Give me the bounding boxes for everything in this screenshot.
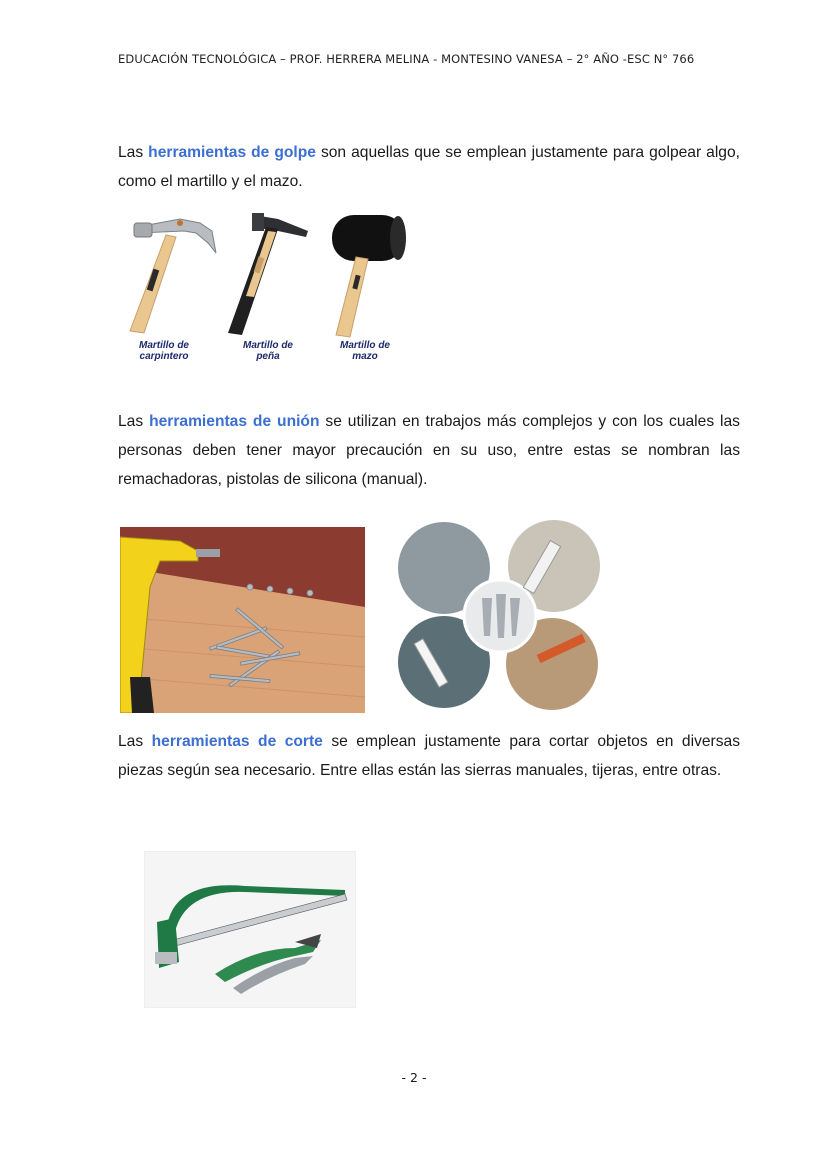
para-lead: Las [118,733,152,750]
caption-line: Martillo de [339,340,391,351]
saw-shears-image [144,851,356,1008]
riveter-image [120,527,365,713]
caption-line: Martillo de [242,340,294,351]
para-lead: Las [118,413,150,430]
para-rest: se utilizan en trabajos más complejos y con los cuales las personas deben tener mayor precaución en su uso, entre estas se nombran las remachadoras, pistolas de silicona (manual). [118,413,740,488]
page-header: EDUCACIÓN TECNOLÓGICA – PROF. HERRERA MELINA - MONTESINO VANESA – 2° AÑO -ESC N° 766 [118,52,695,66]
highlight-term: herramientas de corte [151,733,323,750]
highlight-term: herramientas de golpe [148,144,316,161]
hammers-image [118,205,413,368]
paragraph-union [118,407,740,494]
para-lead: Las [118,144,149,161]
page-number: - 2 - [401,1070,427,1085]
caption-line: carpintero [139,351,189,362]
caption-line: Martillo de [138,340,190,351]
caption-line: mazo [352,351,378,362]
silicone-gun-image [396,518,603,711]
paragraph-corte [118,727,740,785]
highlight-term: herramientas de unión [149,413,320,430]
paragraph-golpe [118,138,740,196]
caption-line: peña [256,351,280,362]
para-rest: se emplean justamente para cortar objetos en diversas piezas según sea necesario. Entre ellas están las sierras manuales, tijeras, entre otras. [118,733,740,779]
para-rest: son aquellas que se emplean justamente para golpear algo, como el martillo y el mazo. [118,144,740,190]
